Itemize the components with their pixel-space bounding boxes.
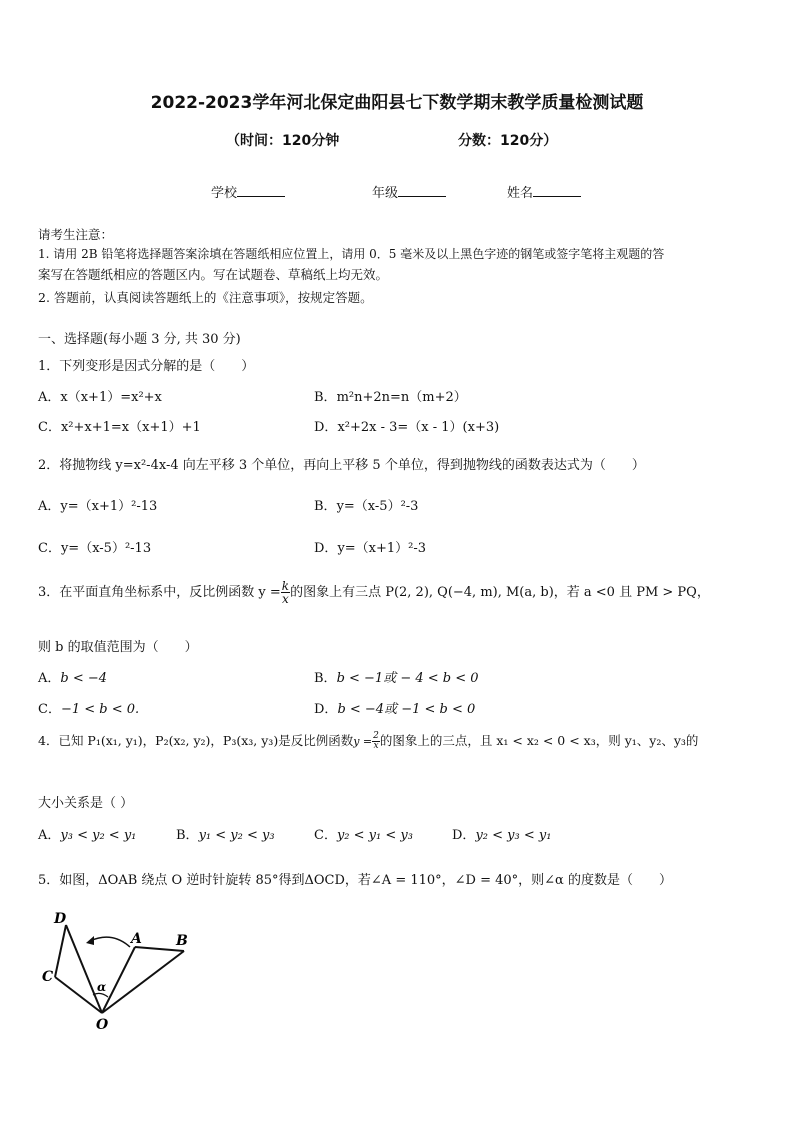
q3-option-a: A．b < −4 bbox=[38, 671, 108, 686]
notice-line-1b: 案写在答题纸相应的答题区内。写在试题卷、草稿纸上均无效。 bbox=[38, 267, 389, 282]
q2-option-d: D．y=（x+1）²-3 bbox=[314, 541, 427, 556]
q3-option-c: C．−1 < b < 0. bbox=[38, 702, 140, 717]
segment-oa bbox=[102, 947, 135, 1013]
page-title: 2022-2023学年河北保定曲阳县七下数学期末教学质量检测试题 bbox=[150, 93, 644, 113]
q3-stem-c: 则 b 的取值范围为（ ） bbox=[38, 640, 198, 655]
notice-heading: 请考生注意： bbox=[38, 227, 114, 242]
q3-stem-a: 3．在平面直角坐标系中，反比例函数 y = bbox=[38, 585, 281, 600]
rotation-arrow bbox=[90, 937, 130, 947]
q5-stem: 5．如图，ΔOAB 绕点 O 逆时针旋转 85°得到ΔOCD，若∠A = 110°，∠D = 40°，则∠α 的度数是（ ） bbox=[38, 873, 672, 888]
q2-stem: 2．将抛物线 y=x²-4x-4 向左平移 3 个单位，再向上平移 5 个单位，得到抛物线的函数表达式为（ ） bbox=[38, 458, 645, 473]
q1-stem: 1．下列变形是因式分解的是（ ） bbox=[38, 359, 255, 374]
school-blank bbox=[237, 184, 285, 197]
label-d: D bbox=[54, 911, 67, 927]
grade-blank bbox=[398, 184, 446, 197]
score-label: 分数：120分） bbox=[458, 133, 558, 149]
q4-option-c: C．y₂ < y₁ < y₃ bbox=[314, 828, 413, 843]
arrow-head-icon bbox=[86, 936, 94, 945]
q4-option-d: D．y₂ < y₃ < y₁ bbox=[452, 828, 552, 843]
q4-option-b: B．y₁ < y₂ < y₃ bbox=[176, 828, 275, 843]
notice-line-2: 2. 答题前，认真阅读答题纸上的《注意事项》，按规定答题。 bbox=[38, 290, 373, 305]
q4-fraction: $\frac{2}{x}$ bbox=[373, 731, 379, 751]
q3-option-d: D．b < −4或 −1 < b < 0 bbox=[314, 702, 476, 717]
name-field bbox=[507, 182, 581, 201]
grade-label: 年级 bbox=[372, 186, 399, 201]
q2-option-b: B．y=（x-5）²-3 bbox=[314, 499, 419, 514]
q4-stem-a: 4．已知 P₁(x₁, y₁)，P₂(x₂, y₂)，P₃(x₃, y₃)是反比例函数 bbox=[38, 733, 354, 748]
grade-field bbox=[372, 182, 446, 201]
school-field bbox=[211, 182, 285, 201]
label-a: A bbox=[131, 931, 142, 947]
label-alpha: α bbox=[97, 980, 107, 994]
label-o: O bbox=[96, 1017, 109, 1033]
q3-stem-b: 的图象上有三点 P(2, 2), Q(−4, m), M(a, b)，若 a <0 且 PM > PQ， bbox=[290, 585, 710, 600]
segment-dc bbox=[55, 925, 66, 977]
q4-stem bbox=[38, 731, 698, 751]
time-label: （时间：120分钟 bbox=[226, 133, 340, 149]
q4-option-a: A．y₃ < y₂ < y₁ bbox=[38, 828, 137, 843]
q4-stem-b: 的图象上的三点，且 x₁ < x₂ < 0 < x₃，则 y₁、y₂、y₃的 bbox=[379, 733, 699, 748]
name-blank bbox=[533, 184, 581, 197]
q5-figure bbox=[30, 905, 200, 1035]
segment-ob bbox=[102, 951, 184, 1013]
q3-option-b: B．b < −1或 − 4 < b < 0 bbox=[314, 671, 479, 686]
q3-fraction: $\frac{k}{x}$ bbox=[281, 579, 290, 606]
notice-line-1a: 1. 请用 2B 铅笔将选择题答案涂填在答题纸相应位置上，请用 0．5 毫米及以上黑色字迹的钢笔或签字笔将主观题的答 bbox=[38, 247, 665, 261]
label-b: B bbox=[176, 933, 188, 949]
q3-stem bbox=[38, 580, 710, 605]
q4-frac-lead: y = bbox=[353, 735, 373, 748]
q1-option-b: B．m²n+2n=n（m+2） bbox=[314, 390, 467, 405]
q4-stem-c: 大小关系是（ ） bbox=[38, 796, 134, 811]
q2-option-a: A．y=（x+1）²-13 bbox=[38, 499, 158, 514]
name-label: 姓名 bbox=[507, 186, 534, 201]
school-label: 学校 bbox=[211, 186, 238, 201]
q2-option-c: C．y=（x-5）²-13 bbox=[38, 541, 152, 556]
q1-option-d: D．x²+2x - 3=（x - 1）(x+3) bbox=[314, 420, 500, 435]
label-c: C bbox=[42, 969, 54, 985]
q1-option-c: C．x²+x+1=x（x+1）+1 bbox=[38, 420, 201, 435]
q1-option-a: A．x（x+1）=x²+x bbox=[38, 390, 162, 405]
section-heading: 一、选择题(每小题 3 分, 共 30 分) bbox=[38, 332, 241, 347]
